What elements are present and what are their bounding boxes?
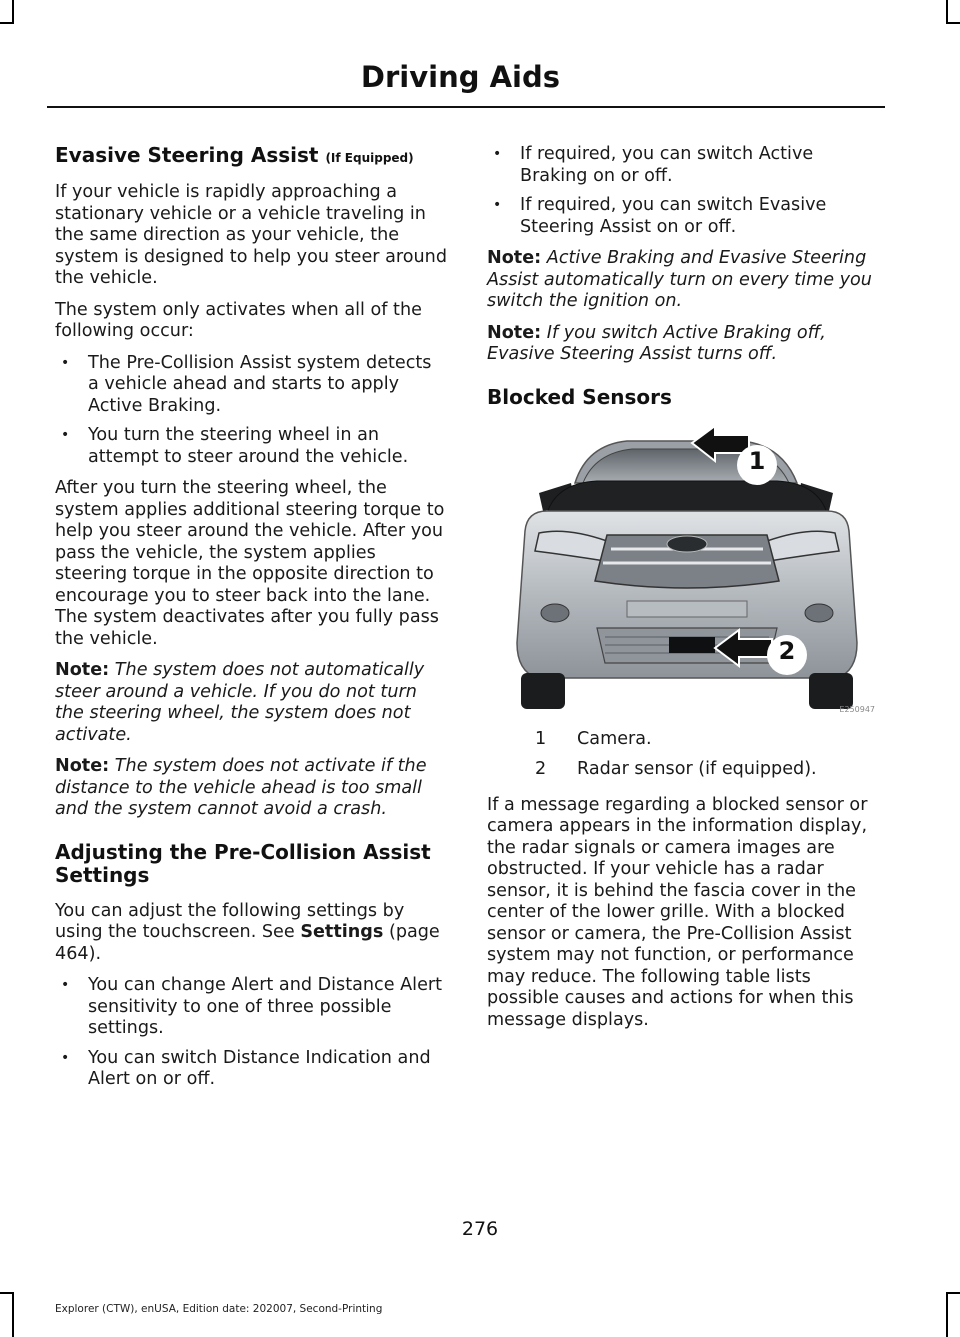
note (55, 756, 447, 821)
note-text: Active Braking and Evasive Steering Assist automatically turn on every time you switch the ignition on. (487, 248, 872, 311)
crop-mark (946, 1292, 960, 1294)
right-column (487, 144, 882, 1041)
crop-mark (0, 1292, 14, 1294)
list-item: • If required, you can switch Active Braking on or off. (487, 144, 882, 187)
vehicle-front-illustration (487, 423, 877, 723)
paragraph: If a message regarding a blocked sensor or camera appears in the information display, the radar signals or camera images are obstructed. If your vehicle has a radar sensor, it is behind the fascia cover in the center of the lower grille. With a blocked sensor or camera, the Pre-Collision Assist system may not function, or performance may reduce. The following table lists possible causes and actions for when this message displays. (487, 794, 868, 1030)
note-label: Note: (55, 756, 110, 776)
figure-code: E250947 (839, 705, 875, 714)
note-text: If you switch Active Braking off, Evasive Steering Assist turns off. (487, 322, 826, 364)
page-number: 276 (461, 1218, 499, 1240)
crop-mark (946, 1292, 948, 1337)
bullet-list (55, 353, 447, 469)
heading-text: Evasive Steering Assist (55, 143, 319, 167)
car-front-svg (487, 423, 877, 723)
list-item: • You can change Alert and Distance Alert sensitivity to one of three possible settings. (55, 975, 447, 1040)
header-rule (47, 106, 885, 108)
legend-text: Camera. (577, 728, 652, 749)
note (55, 660, 447, 746)
figure-legend (487, 729, 882, 781)
bullet-list (55, 975, 447, 1091)
paragraph: The system only activates when all of the following occur: (55, 299, 422, 341)
list-item: • You turn the steering wheel in an attempt to steer around the vehicle. (55, 425, 447, 468)
note-text: The system does not automatically steer around a vehicle. If you do not turn the steering wheel, the system does not activate. (55, 660, 425, 745)
paragraph: If your vehicle is rapidly approaching a stationary vehicle or a vehicle traveling in the same direction as your vehicle, the system is designed to help you steer around the vehicle. (55, 182, 447, 288)
blocked-sensors-heading: Blocked Sensors (487, 384, 672, 409)
paragraph (55, 901, 447, 966)
note-label: Note: (55, 660, 110, 680)
list-item: • If required, you can switch Evasive Steering Assist on or off. (487, 195, 882, 238)
paragraph: After you turn the steering wheel, the system applies additional steering torque to help you steer around the vehicle. After you pass the vehicle, the system applies steering torque in the opposite direction to encourage you to steer back into the lane. The system deactivates after you fully pass the vehicle. (55, 478, 445, 649)
crop-mark (946, 22, 960, 24)
text: You can adjust the following settings by using the touchscreen. See (55, 900, 405, 942)
legend-number: 1 (535, 728, 547, 749)
note-text: The system does not activate if the distance to the vehicle ahead is too small and the system cannot avoid a crash. (55, 756, 427, 819)
left-column (55, 144, 447, 1101)
crop-mark (946, 0, 948, 24)
list-item: • The Pre-Collision Assist system detects a vehicle ahead and starts to apply Active Braking. (55, 353, 447, 418)
note (487, 248, 882, 313)
callout-2: 2 (778, 636, 796, 665)
legend-row (487, 759, 882, 781)
crop-mark (0, 22, 14, 24)
legend-text: Radar sensor (if equipped). (577, 759, 817, 779)
legend-number: 2 (535, 759, 547, 779)
text: (page 464). (55, 922, 440, 964)
note-label: Note: (487, 248, 542, 268)
settings-link[interactable]: Settings (300, 922, 384, 942)
evasive-steering-heading (55, 144, 447, 170)
bullet-list (487, 144, 882, 238)
note-label: Note: (487, 322, 542, 343)
footer-text: Explorer (CTW), enUSA, Edition date: 202007, Second-Printing (55, 1303, 383, 1315)
callout-1: 1 (748, 446, 766, 475)
equipment-qualifier: (If Equipped) (325, 151, 414, 165)
crop-mark (12, 0, 14, 24)
legend-row (487, 729, 882, 751)
note (487, 323, 882, 366)
adjusting-settings-heading: Adjusting the Pre-Collision Assist Settings (55, 839, 431, 887)
crop-mark (12, 1292, 14, 1337)
list-item: • You can switch Distance Indication and Alert on or off. (55, 1048, 447, 1091)
section-title: Driving Aids (360, 60, 560, 94)
